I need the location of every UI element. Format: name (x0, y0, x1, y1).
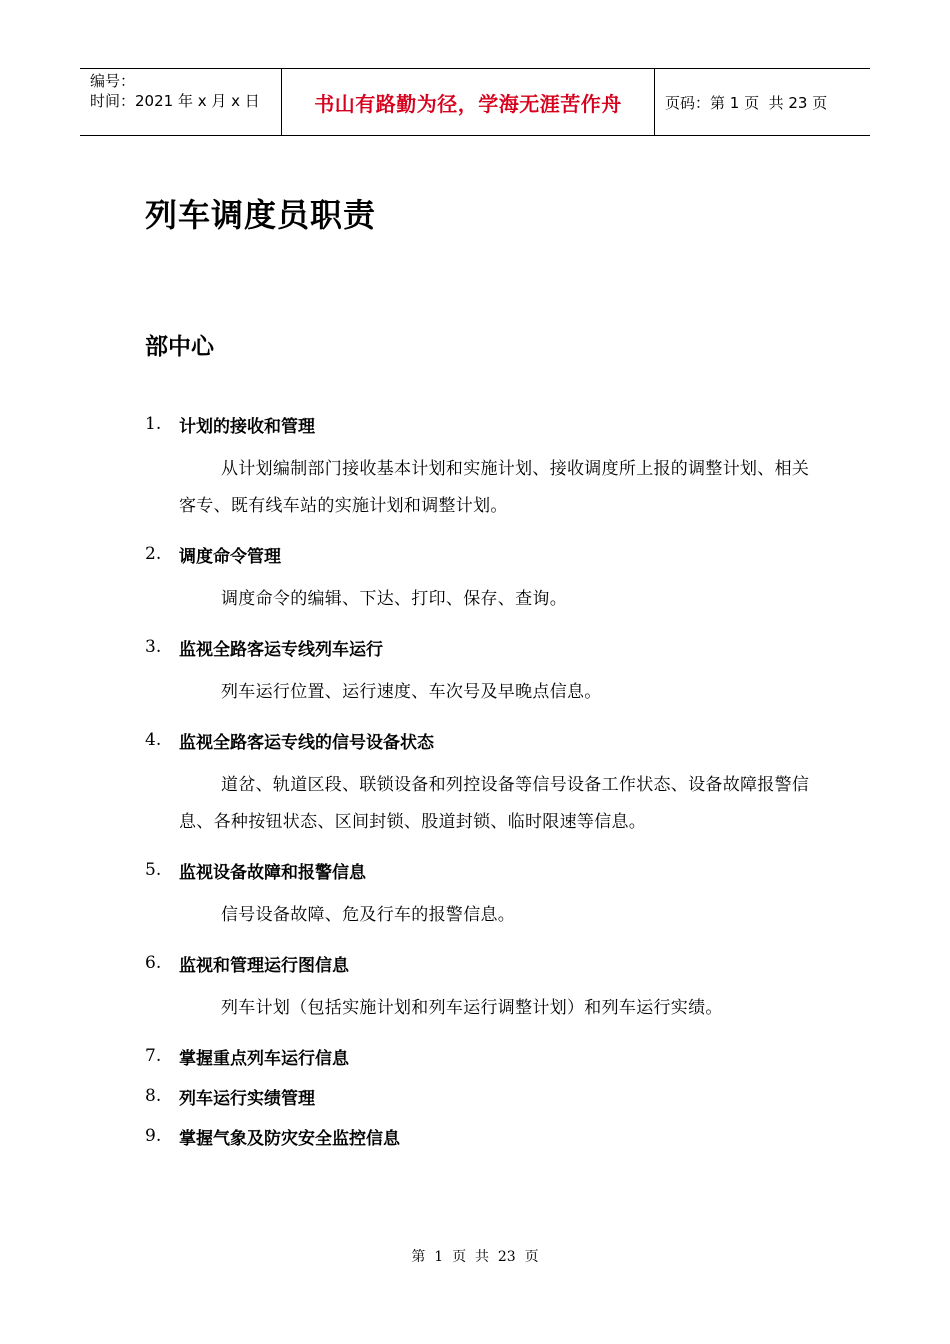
item-heading (145, 534, 825, 574)
list-item (145, 850, 825, 943)
list-item (145, 1036, 825, 1076)
header-meta (80, 69, 281, 135)
duty-list (145, 404, 825, 1156)
item-description: 道岔、轨道区段、联锁设备和列控设备等信号设备工作状态、设备故障报警信息、各种按钮状态、区间封锁、股道封锁、临时限速等信息。 (179, 775, 810, 832)
item-heading (145, 404, 825, 444)
item-title: 监视设备故障和报警信息 (179, 862, 366, 883)
document-title: 列车调度员职责 (145, 196, 377, 234)
item-number: 5. (145, 860, 162, 880)
page-label: 页码：第 1 页 共 23 页 (665, 93, 828, 112)
item-number: 4. (145, 730, 162, 750)
item-title: 掌握气象及防灾安全监控信息 (179, 1128, 400, 1149)
item-heading (145, 1076, 825, 1116)
item-title: 监视和管理运行图信息 (179, 955, 349, 976)
list-item (145, 534, 825, 627)
header-page-cell (655, 69, 870, 135)
item-heading (145, 1116, 825, 1156)
item-heading (145, 850, 825, 890)
header-table (80, 68, 870, 136)
item-heading (145, 627, 825, 667)
item-title: 监视全路客运专线列车运行 (179, 639, 383, 660)
item-title: 调度命令管理 (179, 546, 281, 567)
item-number: 3. (145, 637, 162, 657)
item-number: 2. (145, 544, 162, 564)
number-label: 编号： (90, 72, 136, 90)
item-title: 监视全路客运专线的信号设备状态 (179, 732, 434, 753)
item-heading (145, 720, 825, 760)
motto: 书山有路勤为径，学海无涯苦作舟 (314, 91, 622, 116)
list-item (145, 720, 825, 850)
list-item (145, 404, 825, 534)
header-motto-cell (281, 69, 655, 135)
list-item (145, 627, 825, 720)
item-description: 信号设备故障、危及行车的报警信息。 (221, 905, 516, 925)
item-description: 调度命令的编辑、下达、打印、保存、查询。 (221, 589, 567, 609)
time-label: 时间：2021 年 x 月 x 日 (90, 92, 260, 110)
list-item (145, 1076, 825, 1116)
section-title: 部中心 (145, 334, 214, 360)
item-heading (145, 1036, 825, 1076)
item-description: 列车运行位置、运行速度、车次号及早晚点信息。 (221, 682, 602, 702)
item-number: 6. (145, 953, 162, 973)
item-number: 9. (145, 1126, 162, 1146)
page-footer: 第 1 页 共 23 页 (411, 1249, 539, 1265)
list-item (145, 1116, 825, 1156)
item-title: 计划的接收和管理 (179, 416, 315, 437)
item-number: 7. (145, 1046, 162, 1066)
item-heading (145, 943, 825, 983)
item-title: 列车运行实绩管理 (179, 1088, 315, 1109)
item-number: 1. (145, 414, 162, 434)
list-item (145, 943, 825, 1036)
item-description: 从计划编制部门接收基本计划和实施计划、接收调度所上报的调整计划、相关客专、既有线车站的实施计划和调整计划。 (179, 459, 810, 516)
item-title: 掌握重点列车运行信息 (179, 1048, 349, 1069)
item-number: 8. (145, 1086, 162, 1106)
item-description: 列车计划（包括实施计划和列车运行调整计划）和列车运行实绩。 (221, 998, 723, 1018)
